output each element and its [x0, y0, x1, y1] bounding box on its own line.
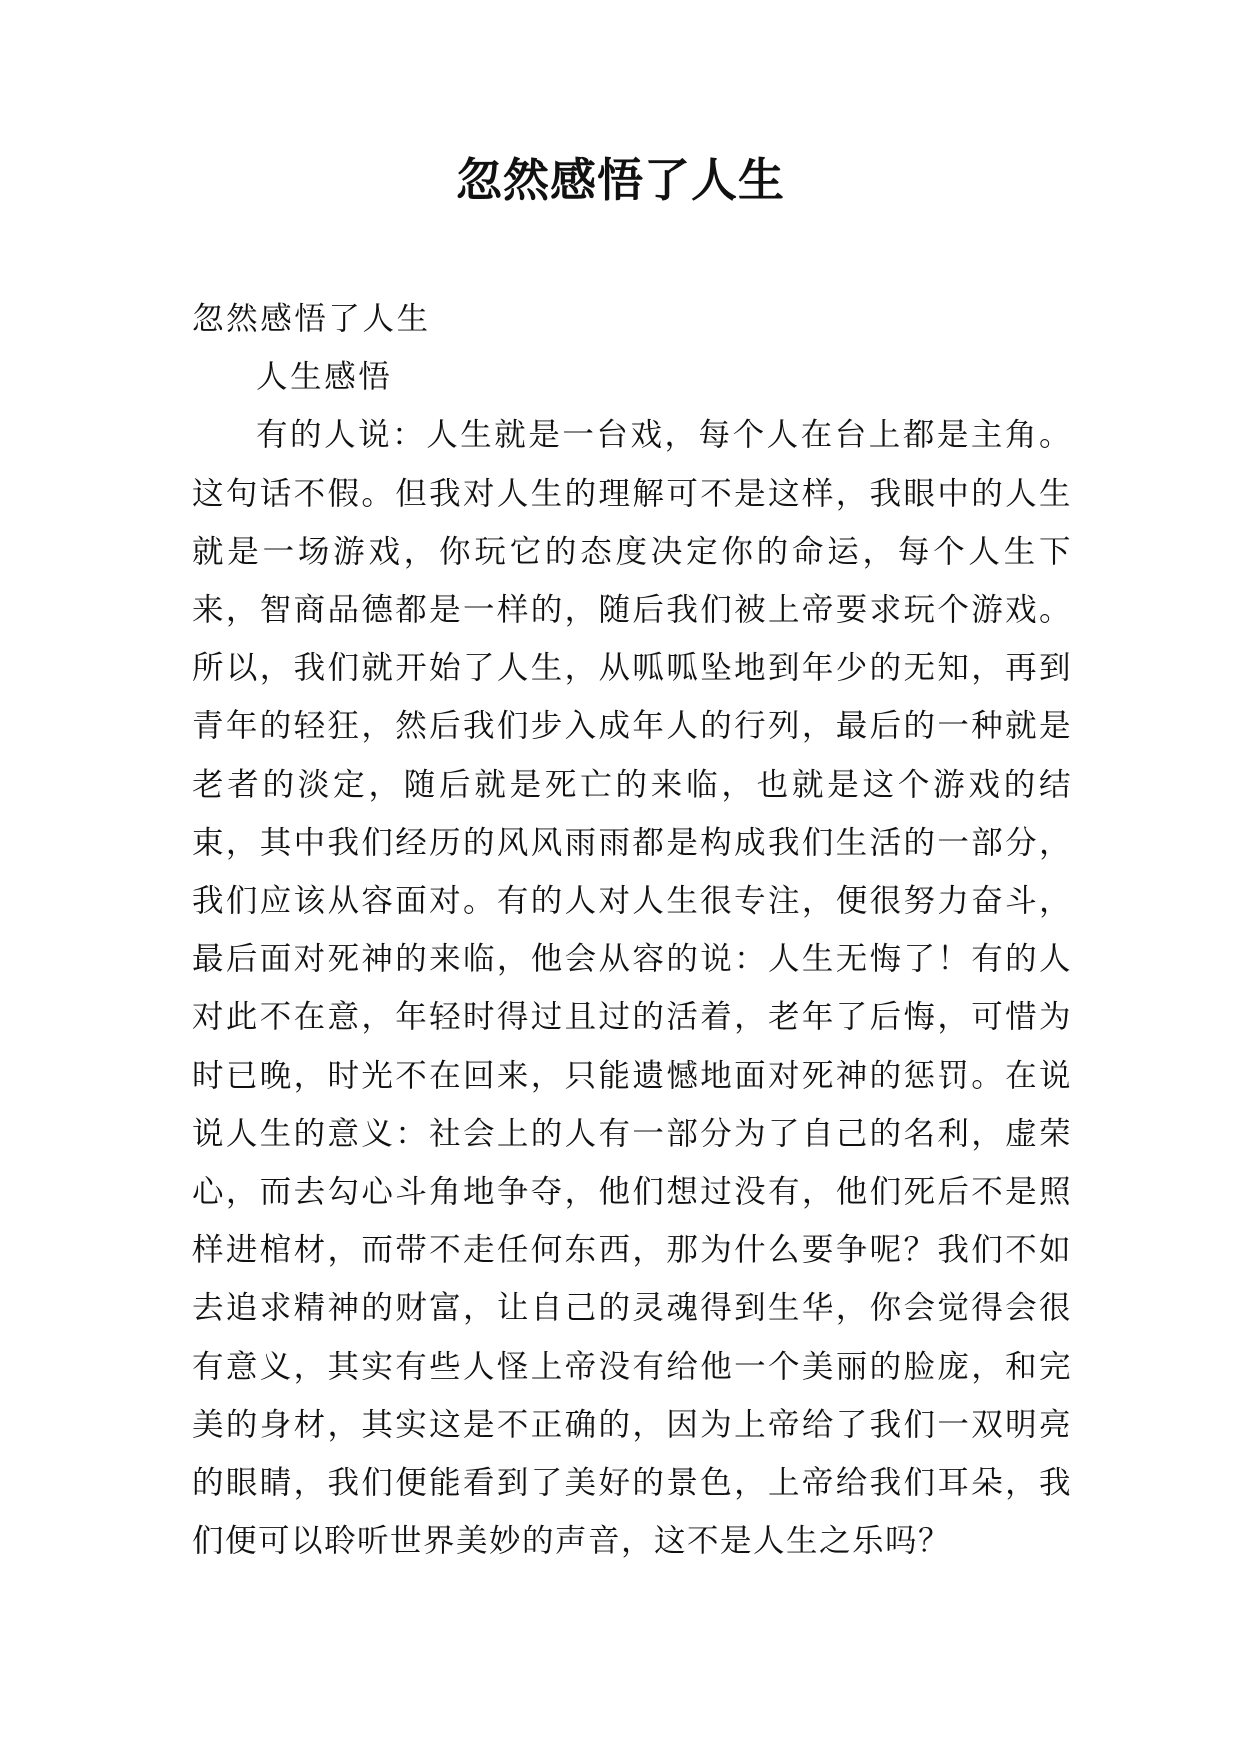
document-title: 忽然感悟了人生 [456, 153, 785, 207]
document-body [192, 290, 1072, 1570]
section-subheading: 人生感悟 [256, 359, 393, 396]
body-paragraph: 有的人说：人生就是一台戏，每个人在台上都是主角。这句话不假。但我对人生的理解可不是这样，我眼中的人生就是一场游戏，你玩它的态度决定你的命运，每个人生下来，智商品德都是一样的，随后我们被上帝要求玩个游戏。所以，我们就开始了人生，从呱呱坠地到年少的无知，再到青年的轻狂，然后我们步入成年人的行列，最后的一种就是老者的淡定，随后就是死亡的来临，也就是这个游戏的结束，其中我们经历的风风雨雨都是构成我们生活的一部分，我们应该从容面对。有的人对人生很专注，便很努力奋斗，最后面对死神的来临，他会从容的说：人生无悔了！有的人对此不在意，年轻时得过且过的活着，老年了后悔，可惜为时已晚，时光不在回来，只能遗憾地面对死神的惩罚。在说说人生的意义：社会上的人有一部分为了自己的名利，虚荣心，而去勾心斗角地争夺，他们想过没有，他们死后不是照样进棺材，而带不走任何东西，那为什么要争呢？我们不如去追求精神的财富，让自己的灵魂得到生华，你会觉得会很有意义，其实有些人怪上帝没有给他一个美丽的脸庞，和完美的身材，其实这是不正确的，因为上帝给了我们一双明亮的眼睛，我们便能看到了美好的景色，上帝给我们耳朵，我们便可以聆听世界美妙的声音，这不是人生之乐吗？ [192, 417, 1072, 1560]
section-heading: 忽然感悟了人生 [192, 301, 431, 337]
